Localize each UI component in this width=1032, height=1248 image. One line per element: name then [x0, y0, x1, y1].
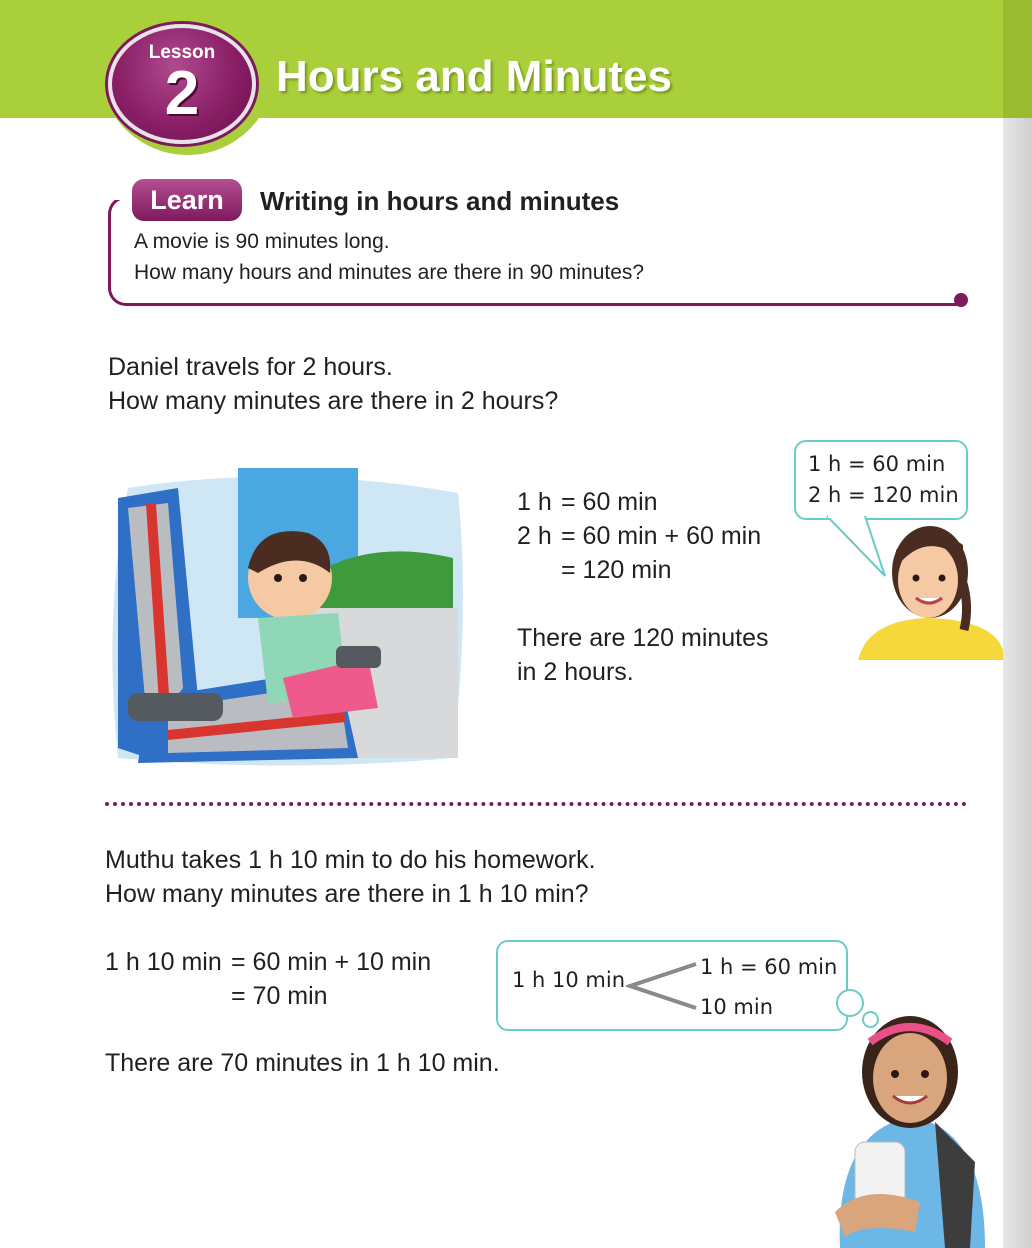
- speech-bubble-1: [794, 440, 968, 520]
- page-edge: [1003, 118, 1032, 1248]
- example1-answer-line-2: in 2 hours.: [517, 658, 634, 686]
- bubble2-part-1: 1 h = 60 min: [700, 955, 838, 979]
- learn-line-1: A movie is 90 minutes long.: [134, 230, 390, 253]
- girl-2-illustration: [825, 1012, 1000, 1248]
- example1-answer: [517, 621, 769, 689]
- bubble2-part-2: 10 min: [700, 995, 773, 1019]
- girl-1-shirt-icon: [858, 618, 1003, 660]
- example1-question: [108, 350, 558, 418]
- example1-line-2: How many minutes are there in 2 hours?: [108, 387, 559, 415]
- bus-seat-illustration: [108, 468, 470, 768]
- example2-line-2: How many minutes are there in 1 h 10 min?: [105, 880, 589, 908]
- learn-heading: Writing in hours and minutes: [260, 186, 620, 216]
- girl-1-illustration: [858, 520, 1003, 660]
- girl-2-face-icon: [873, 1033, 947, 1123]
- bubble1-line-2: 2 h = 120 min: [808, 483, 959, 507]
- split-arrows-icon: [626, 958, 702, 1012]
- lesson-badge: [108, 24, 256, 144]
- example2-eq2: = 70 min: [231, 982, 328, 1010]
- example2-line-1: Muthu takes 1 h 10 min to do his homework.: [105, 846, 596, 874]
- lesson-title: Hours and Minutes: [276, 52, 673, 101]
- example1-eq2-right: = 60 min + 60 min: [561, 522, 762, 550]
- thought-bubble-2: [496, 940, 848, 1031]
- section-divider: [105, 802, 967, 806]
- example1-working: [517, 485, 807, 587]
- lesson-word: Lesson: [148, 42, 216, 63]
- page-edge-top: [1003, 0, 1032, 118]
- example1-eq1-right: = 60 min: [561, 488, 658, 516]
- example2-eq1-left: 1 h 10 min: [105, 948, 222, 976]
- example1-line-1: Daniel travels for 2 hours.: [108, 353, 393, 381]
- example1-eq2-left: 2 h: [517, 522, 552, 550]
- learn-box-knob: [954, 293, 968, 307]
- bubble1-line-1: 1 h = 60 min: [808, 452, 946, 476]
- example1-answer-line-1: There are 120 minutes: [517, 624, 769, 652]
- example2-working: [105, 945, 485, 1015]
- bubble2-whole: 1 h 10 min: [512, 968, 626, 992]
- example2-question: [105, 843, 596, 911]
- learn-badge: Learn: [132, 179, 242, 221]
- example2-answer: There are 70 minutes in 1 h 10 min.: [105, 1049, 500, 1077]
- example1-eq1-left: 1 h: [517, 488, 552, 516]
- armrest-icon: [128, 693, 223, 721]
- lesson-number: 2: [164, 59, 200, 128]
- learn-line-2: How many hours and minutes are there in 90 minutes?: [134, 261, 645, 284]
- example2-eq1-right: = 60 min + 10 min: [231, 948, 432, 976]
- example1-eq3: = 120 min: [561, 556, 672, 584]
